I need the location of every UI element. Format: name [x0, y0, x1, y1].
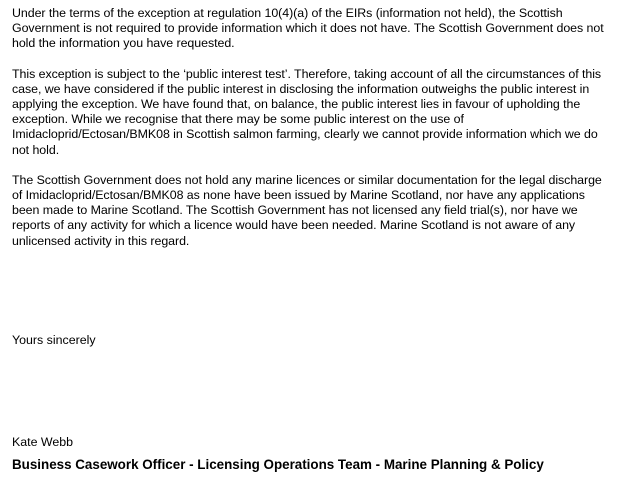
signer-role: Business Casework Officer - Licensing Operations Team - Marine Planning & Policy [12, 457, 544, 472]
letter-body [12, 6, 612, 249]
signer-name: Kate Webb [12, 435, 74, 449]
paragraph-exception: Under the terms of the exception at regulation 10(4)(a) of the EIRs (information not held), the Scottish Government is not required to provide information which it does not have. The Scottish Government does not hold the information you have requested. [12, 6, 604, 51]
closing-salutation: Yours sincerely [12, 333, 96, 347]
paragraph-licences: The Scottish Government does not hold any marine licences or similar documentation for the legal discharge of Imidacloprid/Ectosan/BMK08 as none have been issued by Marine Scotland, nor have any applications been made to Marine Scotland. The Scottish Government has not licensed any field trial(s), nor have we reports of any activity for which a licence would have been needed. Marine Scotland is not aware of any unlicensed activity in this regard. [12, 172, 602, 248]
paragraph-public-interest: This exception is subject to the ‘public interest test’. Therefore, taking account of all the circumstances of this case, we have considered if the public interest in disclosing the information outweighs the public interest in applying the exception. We have found that, on balance, the public interest lies in favour of upholding the exception. While we recognise that there may be some public interest on the use of Imidacloprid/Ectosan/BMK08 in Scottish salmon farming, clearly we cannot provide information which we do not hold. [12, 66, 602, 157]
